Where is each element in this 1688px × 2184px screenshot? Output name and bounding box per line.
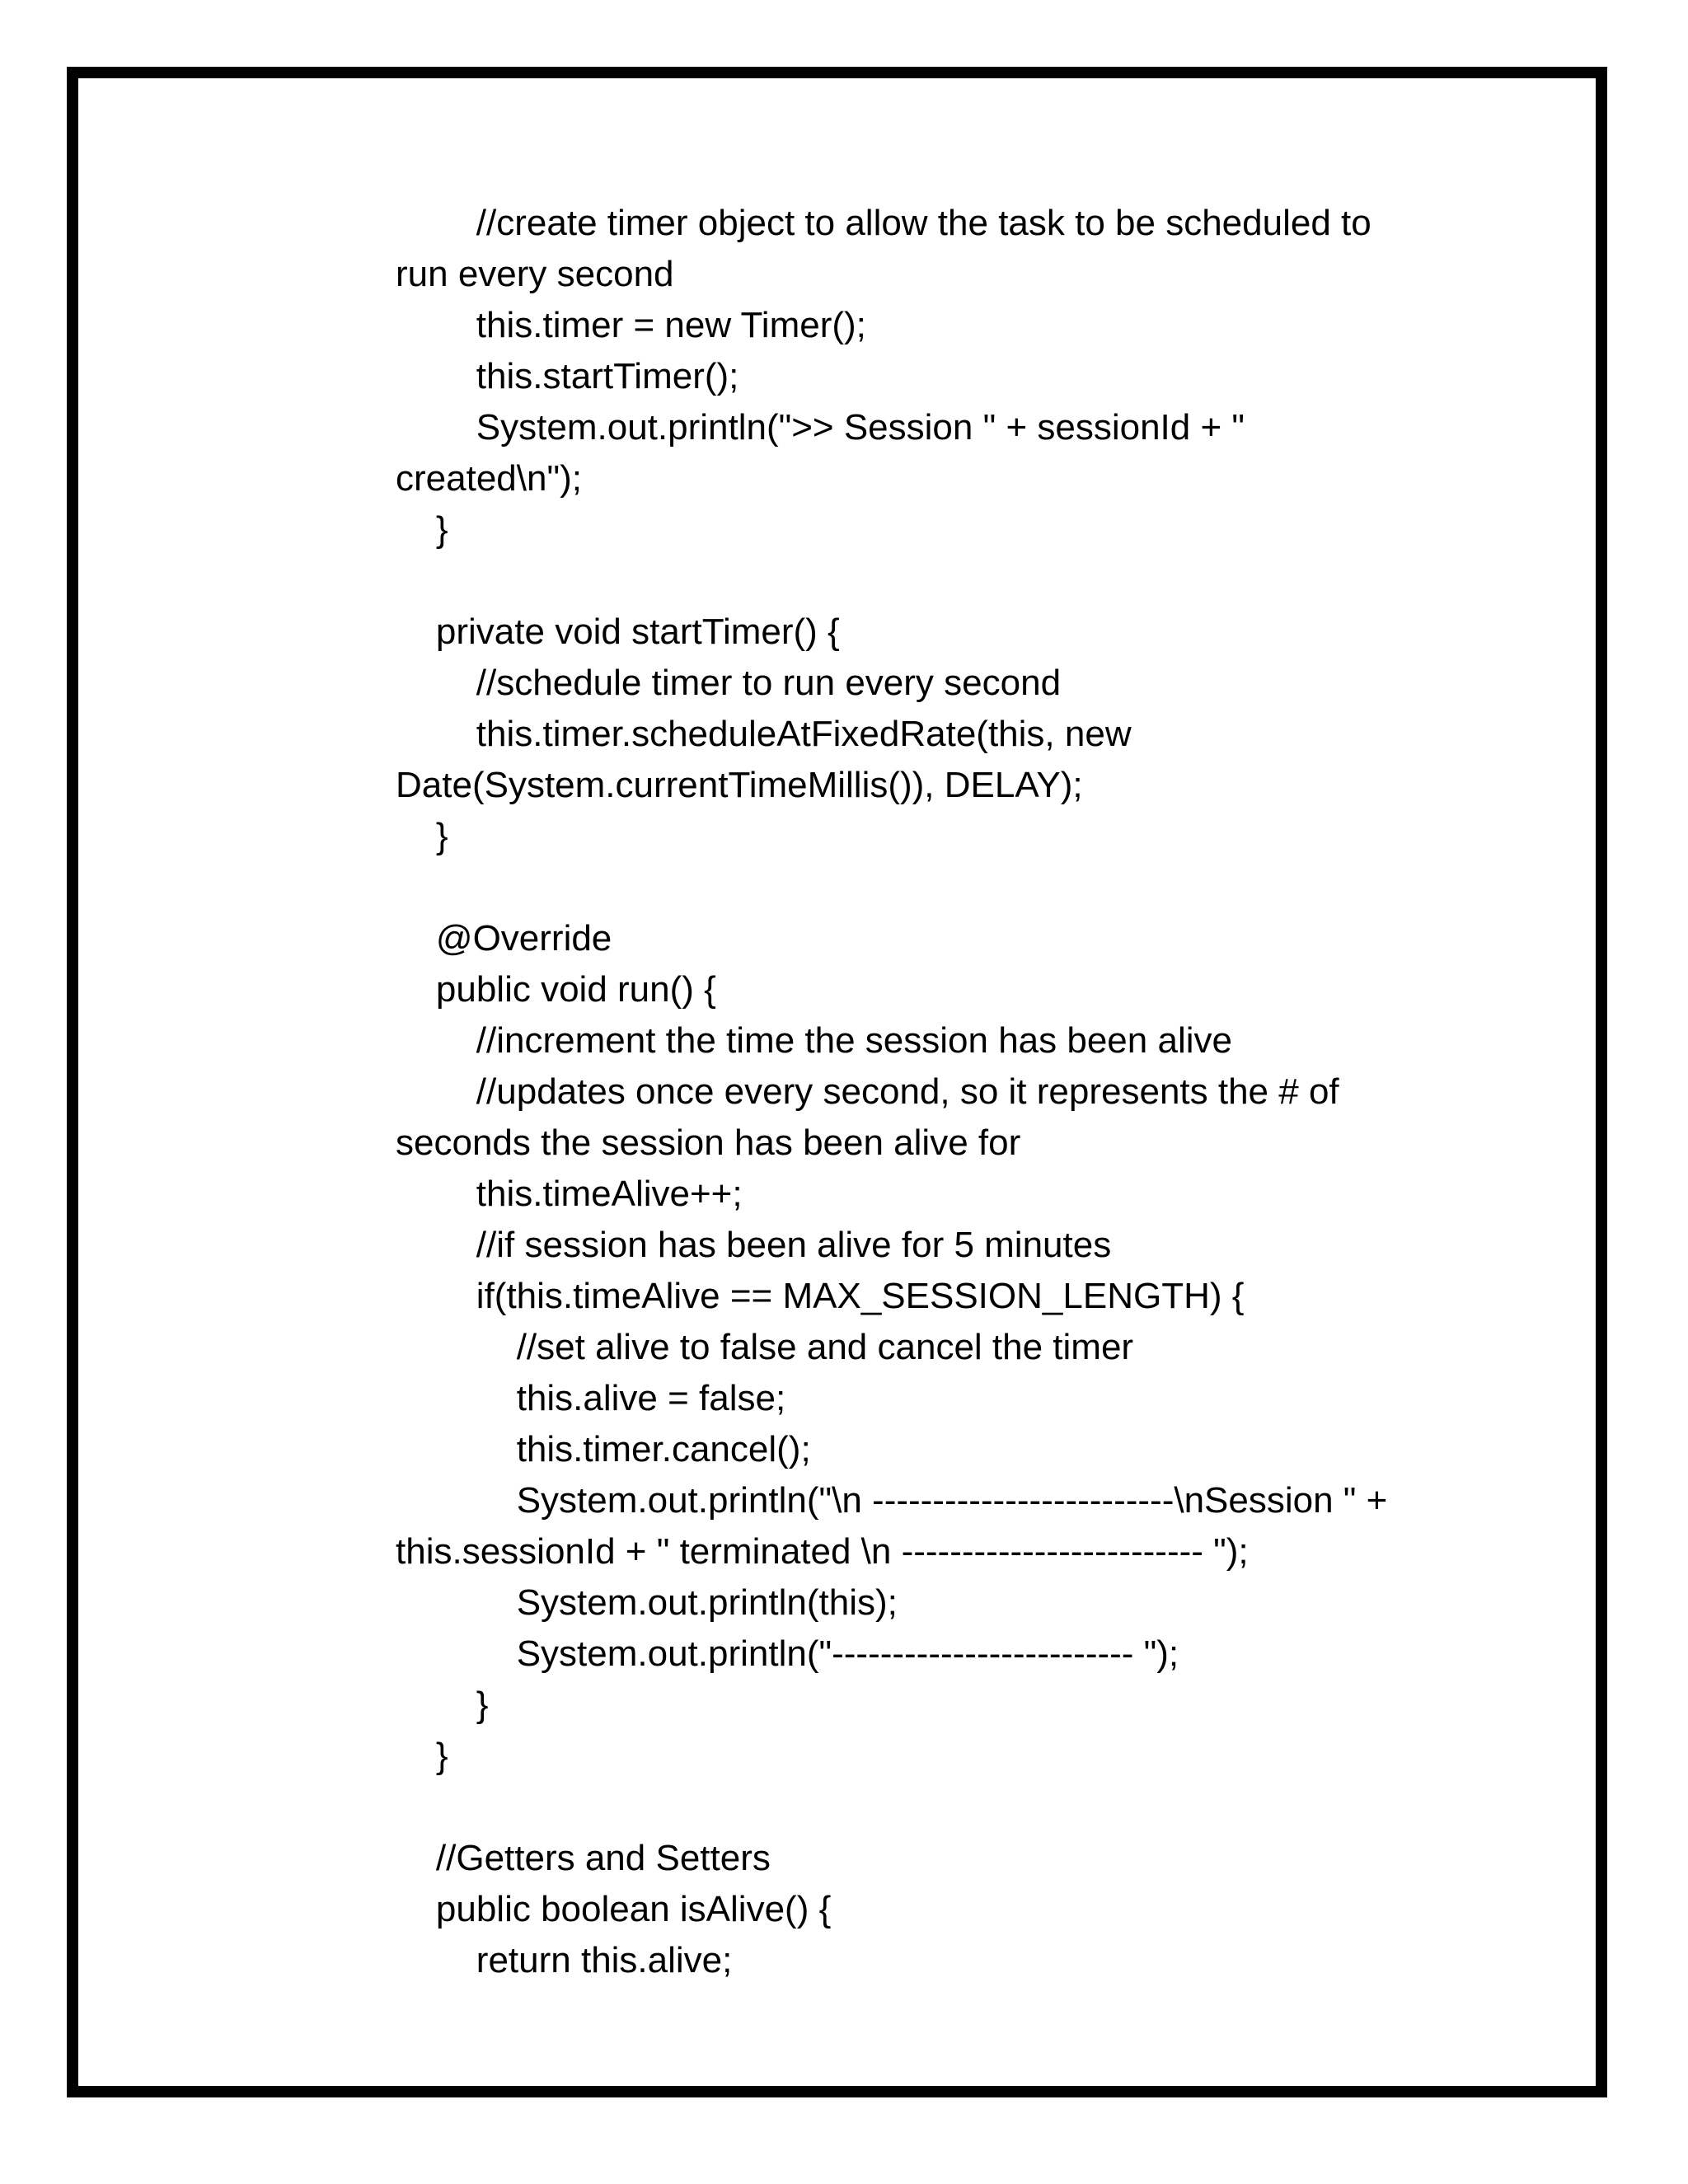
code-line: //increment the time the session has been alive	[396, 1020, 1232, 1061]
code-line: this.timer.cancel();	[396, 1429, 811, 1469]
code-line: this.sessionId + " terminated \n ------------------------- ");	[396, 1531, 1249, 1572]
blank-line	[396, 555, 1484, 607]
code-line: }	[396, 1685, 489, 1725]
code-line: Date(System.currentTimeMillis()), DELAY);	[396, 765, 1083, 805]
code-line: //if session has been alive for 5 minutes	[396, 1225, 1112, 1265]
code-line: System.out.println("------------------------- ");	[396, 1633, 1179, 1674]
code-line: if(this.timeAlive == MAX_SESSION_LENGTH) {	[396, 1276, 1245, 1316]
code-line: created\n");	[396, 458, 582, 499]
code-line: this.timeAlive++;	[396, 1174, 743, 1214]
code-line: public boolean isAlive() {	[396, 1889, 832, 1929]
code-line: //set alive to false and cancel the timer	[396, 1327, 1134, 1367]
code-line: seconds the session has been alive for	[396, 1122, 1021, 1163]
code-line: run every second	[396, 254, 674, 294]
code-line: //Getters and Setters	[396, 1838, 771, 1878]
code-line: //updates once every second, so it represents the # of	[396, 1071, 1339, 1112]
blank-line	[396, 1782, 1484, 1833]
code-line: private void startTimer() {	[396, 612, 840, 652]
code-line: @Override	[396, 918, 612, 958]
blank-line	[396, 862, 1484, 913]
code-line: this.startTimer();	[396, 356, 739, 396]
code-line: }	[396, 816, 448, 856]
code-line: System.out.println(">> Session " + sessionId + "	[396, 407, 1245, 448]
code-line: System.out.println("\n -------------------------\nSession " +	[396, 1480, 1388, 1521]
code-line: this.timer.scheduleAtFixedRate(this, new	[396, 714, 1132, 754]
code-line: //create timer object to allow the task to be scheduled to	[396, 203, 1372, 243]
code-line: return this.alive;	[396, 1940, 733, 1980]
code-listing	[396, 198, 1484, 1986]
code-line: System.out.println(this);	[396, 1582, 898, 1623]
code-line: this.timer = new Timer();	[396, 305, 866, 345]
code-line: }	[396, 509, 448, 550]
code-line: //schedule timer to run every second	[396, 663, 1062, 703]
code-line: this.alive = false;	[396, 1378, 786, 1418]
code-line: public void run() {	[396, 969, 716, 1010]
code-line: }	[396, 1736, 448, 1776]
